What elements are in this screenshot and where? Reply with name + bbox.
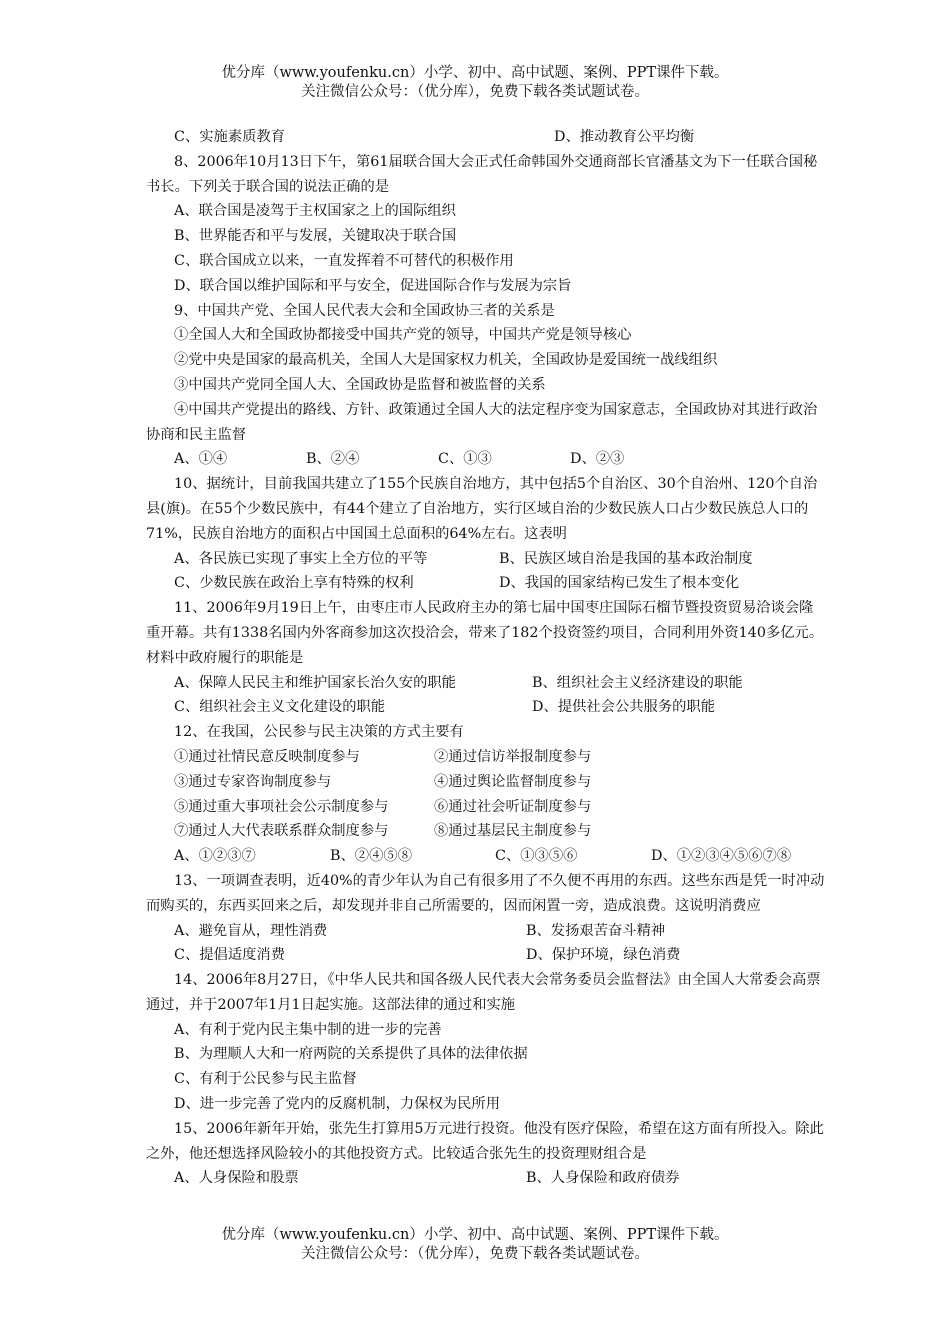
q10-options-cd (146, 571, 826, 596)
q13-option-c: C、提倡适度消费 (174, 947, 286, 964)
q7-option-c: C、实施素质教育 (174, 129, 286, 145)
q12-option-c: C、①③⑤⑥ (495, 848, 578, 865)
footer-line-1: 优分库（www.youfenku.cn）小学、初中、高中试题、案例、PPT课件下载。 (221, 1227, 729, 1243)
page-header (0, 64, 950, 102)
q12-item-1: ①通过社情民意反映制度参与 (174, 748, 360, 765)
q7-option-d: D、推动教育公平均衡 (554, 129, 695, 145)
q12-item-4: ④通过舆论监督制度参与 (434, 773, 592, 790)
q7-options-cd (146, 125, 826, 150)
exam-content (146, 125, 826, 1191)
q9-option-b: B、②④ (306, 451, 360, 468)
q9-item-1: ①全国人大和全国政协都接受中国共产党的领导，中国共产党是领导核心 (174, 327, 632, 344)
q10-option-b: B、民族区域自治是我国的基本政治制度 (499, 550, 753, 567)
q11-stem: 11、2006年9月19日上午，由枣庄市人民政府主办的第七届中国枣庄国际石榴节暨投资贸易洽谈会隆重开幕。共有1338名国内外客商参加这次投洽会，带来了182个投资签约项目，合同利用外资140多亿元。材料中政府履行的职能是 (146, 600, 824, 666)
q9-option-a: A、①④ (174, 451, 228, 468)
q13-options-ab (146, 919, 826, 944)
q15-option-a: A、人身保险和股票 (174, 1170, 299, 1187)
q8-option-c: C、联合国成立以来，一直发挥着不可替代的积极作用 (174, 252, 514, 269)
header-line-1: 优分库（www.youfenku.cn）小学、初中、高中试题、案例、PPT课件下载。 (221, 65, 729, 81)
q12-option-b: B、②④⑤⑧ (330, 848, 412, 865)
q12-item-6: ⑥通过社会听证制度参与 (434, 798, 592, 815)
q10-option-c: C、少数民族在政治上享有特殊的权利 (174, 575, 414, 592)
q14-option-b: B、为理顺人大和一府两院的关系提供了具体的法律依据 (174, 1046, 528, 1063)
q10-option-a: A、各民族已实现了事实上全方位的平等 (174, 550, 428, 567)
q11-options-cd (146, 695, 826, 720)
q14-stem: 14、2006年8月27日，《中华人民共和国各级人民代表大会常务委员会监督法》由全国人大常委会高票通过，并于2007年1月1日起实施。这部法律的通过和实施 (146, 972, 821, 1013)
q13-options-cd (146, 943, 826, 968)
q9-item-4: ④中国共产党提出的路线、方针、政策通过全国人大的法定程序变为国家意志，全国政协对其进行政治协商和民主监督 (146, 401, 818, 443)
q14-option-a: A、有利于党内民主集中制的进一步的完善 (174, 1021, 442, 1038)
q12-items-78 (146, 819, 826, 844)
q13-option-a: A、避免盲从，理性消费 (174, 922, 328, 939)
q8-option-d: D、联合国以维护国际和平与安全，促进国际合作与发展为宗旨 (174, 277, 572, 294)
q12-item-7: ⑦通过人大代表联系群众制度参与 (174, 823, 389, 840)
q12-item-2: ②通过信访举报制度参与 (434, 748, 592, 765)
q8-stem: 8、2006年10月13日下午，第61届联合国大会正式任命韩国外交通商部长官潘基文为下一任联合国秘书长。下列关于联合国的说法正确的是 (146, 153, 818, 195)
footer-line-2: 关注微信公众号：（优分库），免费下载各类试题试卷。 (301, 1246, 649, 1262)
q10-options-ab (146, 547, 826, 572)
q10-stem: 10、据统计，目前我国共建立了155个民族自治地方，其中包括5个自治区、30个自治州、120个自治县(旗)。在55个少数民族中，有44个建立了自治地方，实行区域自治的少数民族人口占少数民族总人口的71%，民族自治地方的面积占中国国土总面积的64%左右。这表明 (146, 476, 818, 542)
q12-item-5: ⑤通过重大事项社会公示制度参与 (174, 798, 389, 815)
q12-item-3: ③通过专家咨询制度参与 (174, 773, 332, 790)
q11-option-d: D、提供社会公共服务的职能 (532, 699, 716, 716)
q9-stem: 9、中国共产党、全国人民代表大会和全国政协三者的关系是 (174, 302, 555, 319)
q9-options (146, 447, 826, 472)
q11-option-c: C、组织社会主义文化建设的职能 (174, 699, 386, 716)
q14-option-c: C、有利于公民参与民主监督 (174, 1071, 357, 1088)
q15-option-b: B、人身保险和政府债券 (526, 1170, 680, 1187)
q12-items-56 (146, 795, 826, 820)
q14-option-d: D、进一步完善了党内的反腐机制，力保权为民所用 (174, 1096, 500, 1113)
q12-options (146, 844, 826, 869)
q9-item-3: ③中国共产党同全国人大、全国政协是监督和被监督的关系 (174, 376, 546, 393)
q11-option-a: A、保障人民民主和维护国家长治久安的职能 (174, 674, 456, 691)
header-line-2: 关注微信公众号：（优分库），免费下载各类试题试卷。 (301, 84, 649, 100)
q11-option-b: B、组织社会主义经济建设的职能 (532, 674, 743, 691)
q13-option-b: B、发扬艰苦奋斗精神 (526, 922, 666, 939)
q8-option-b: B、世界能否和平与发展，关键取决于联合国 (174, 228, 457, 245)
q15-options-ab (146, 1166, 826, 1191)
q13-option-d: D、保护环境，绿色消费 (526, 947, 681, 964)
q12-items-34 (146, 770, 826, 795)
q15-stem: 15、2006年新年开始，张先生打算用5万元进行投资。他没有医疗保险，希望在这方面有所投入。除此之外，他还想选择风险较小的其他投资方式。比较适合张先生的投资理财组合是 (146, 1120, 824, 1162)
q12-item-8: ⑧通过基层民主制度参与 (434, 823, 592, 840)
q9-option-d: D、②③ (570, 451, 625, 468)
q12-option-d: D、①②③④⑤⑥⑦⑧ (651, 848, 792, 865)
q11-options-ab (146, 671, 826, 696)
page-footer (0, 1226, 950, 1264)
q8-option-a: A、联合国是凌驾于主权国家之上的国际组织 (174, 203, 456, 220)
q9-option-c: C、①③ (438, 451, 492, 468)
q9-item-2: ②党中央是国家的最高机关，全国人大是国家权力机关，全国政协是爱国统一战线组织 (174, 352, 718, 369)
q10-option-d: D、我国的国家结构已发生了根本变化 (499, 575, 740, 592)
q12-items-12 (146, 745, 826, 770)
q12-stem: 12、在我国，公民参与民主决策的方式主要有 (174, 724, 464, 741)
q13-stem: 13、一项调查表明，近40%的青少年认为自己有很多用了不久便不再用的东西。这些东西是凭一时冲动而购买的，东西买回来之后，却发现并非自己所需要的，因而闲置一旁，造成浪费。这说明消费应 (146, 872, 825, 914)
q12-option-a: A、①②③⑦ (174, 848, 256, 865)
